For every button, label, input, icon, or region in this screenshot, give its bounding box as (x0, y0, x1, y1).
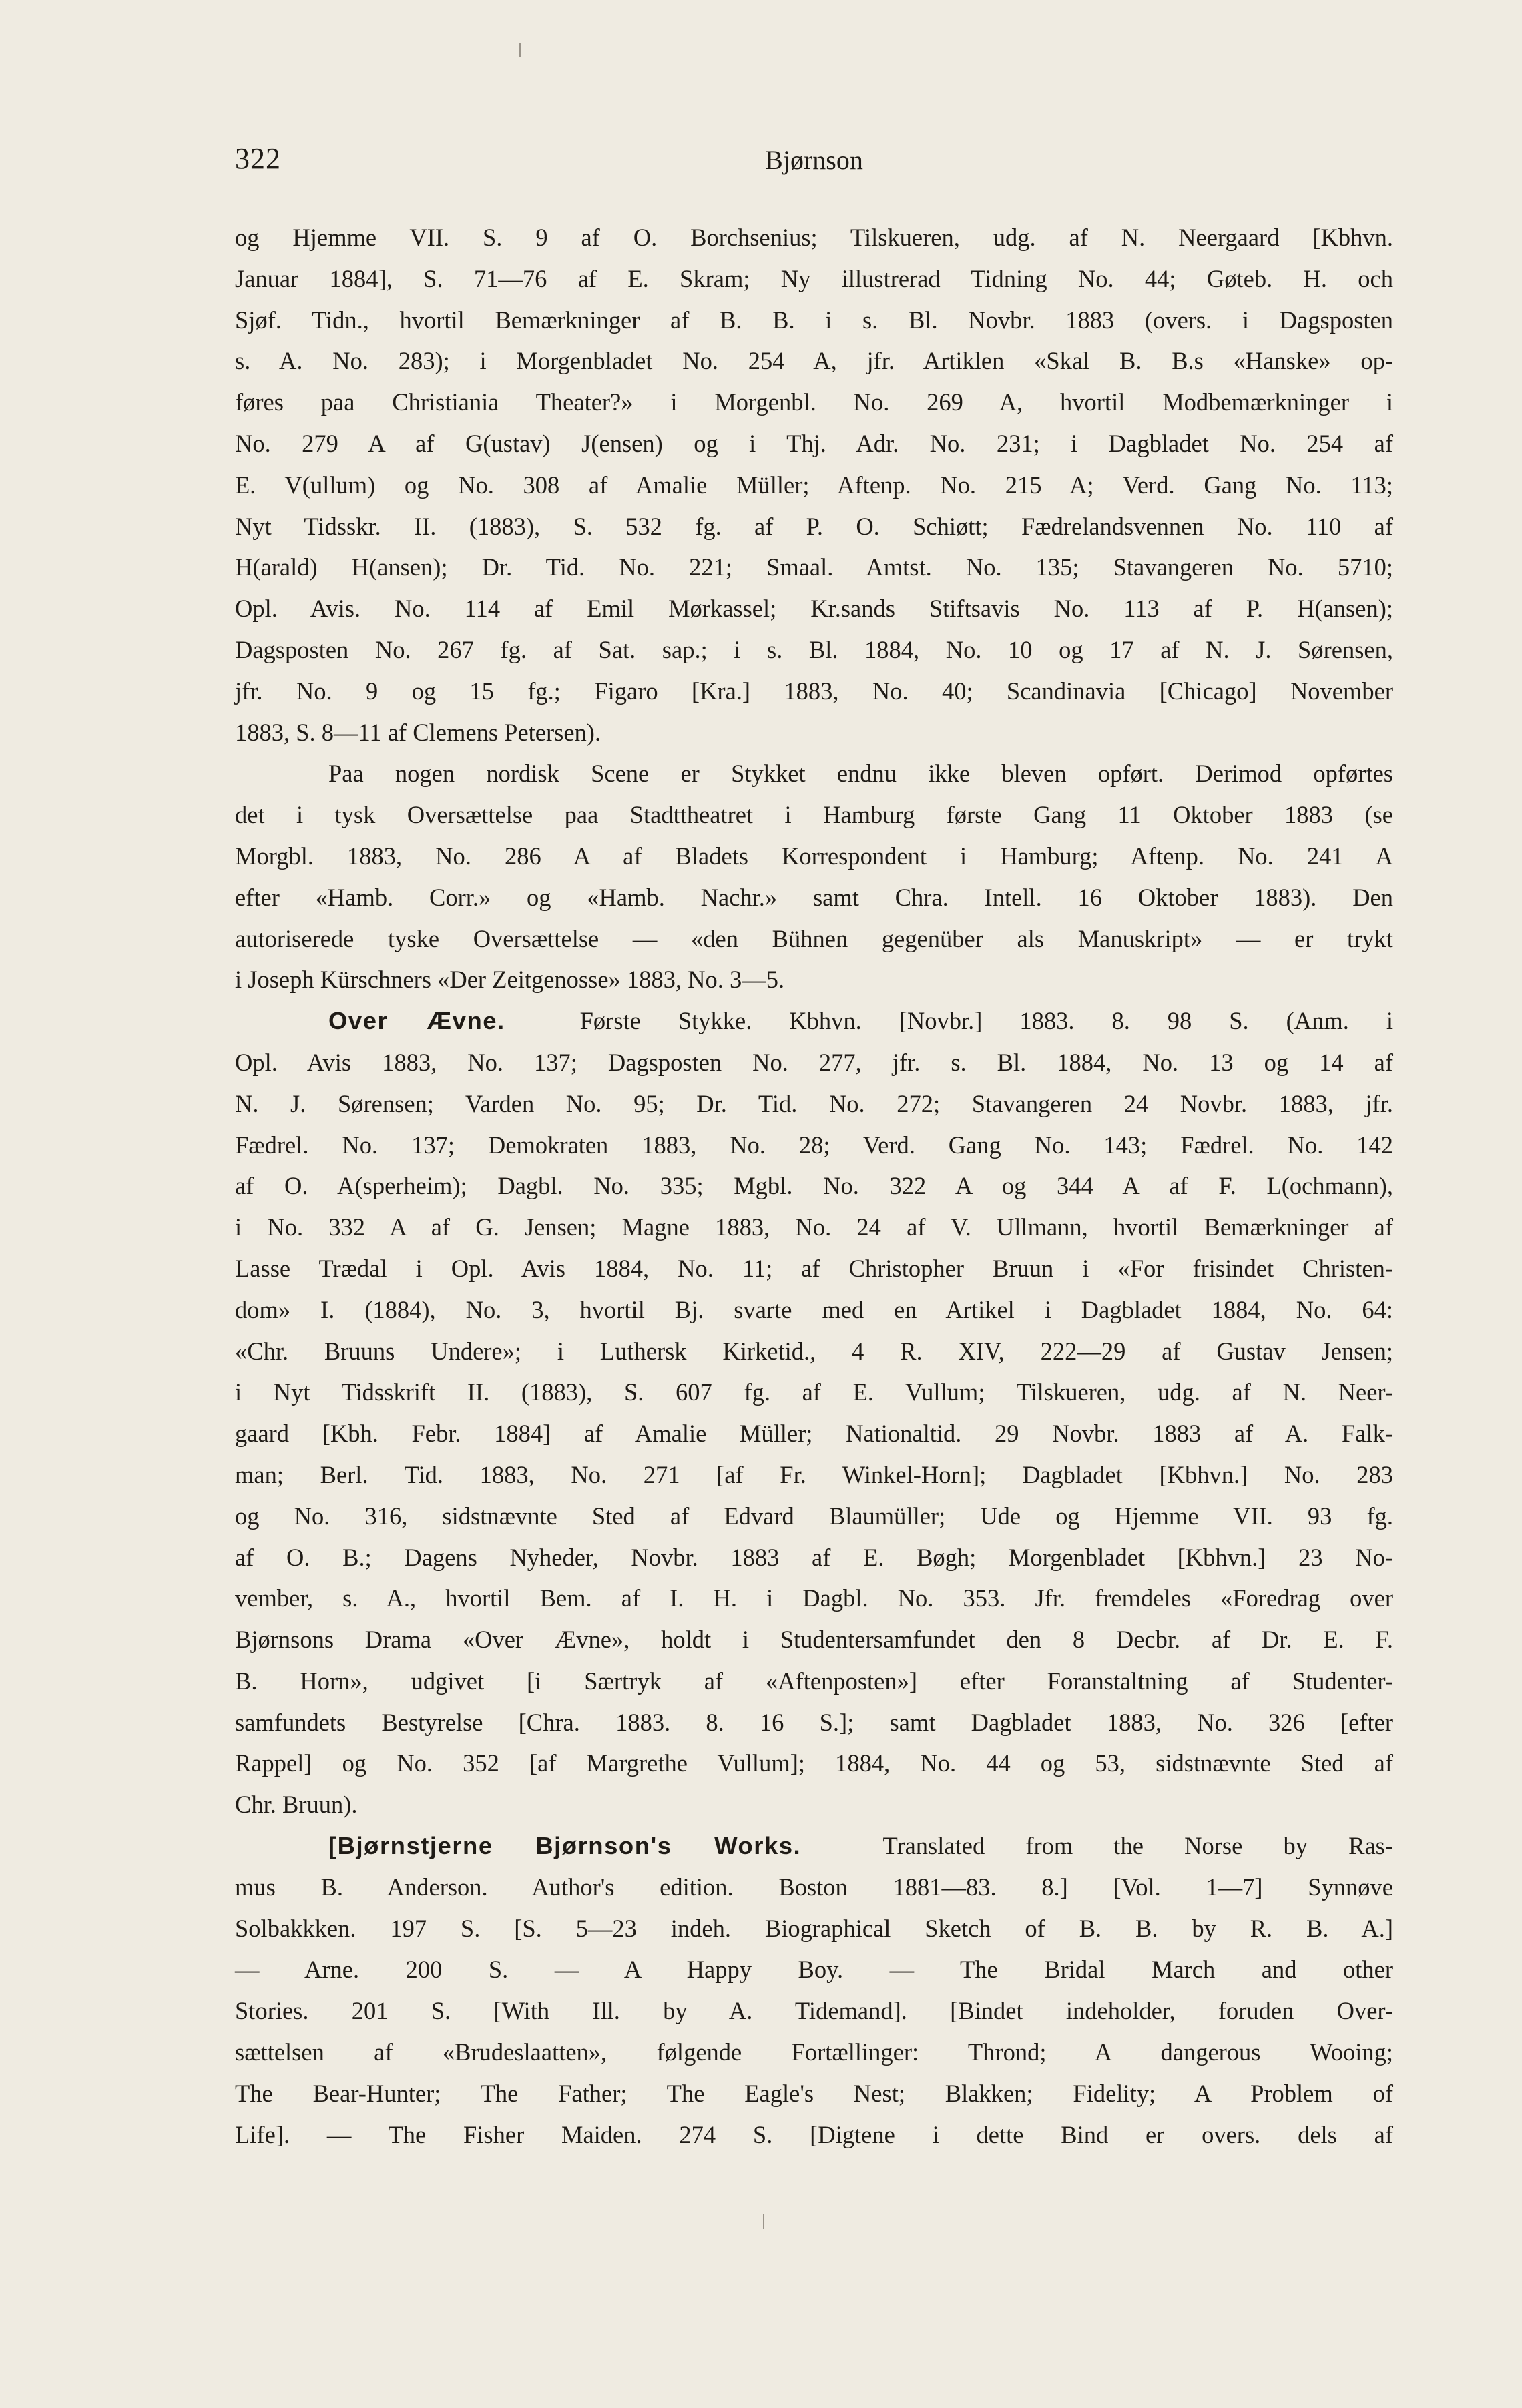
running-title: Bjørnson (765, 145, 863, 175)
text-line: B. Horn», udgivet [i Særtryk af «Aftenposten»] efter Foranstaltning af Studenter- (235, 1667, 1393, 1695)
text-line: Fædrel. No. 137; Demokraten 1883, No. 28; Verd. Gang No. 143; Fædrel. No. 142 (235, 1131, 1393, 1159)
text-line: autoriserede tyske Oversættelse — «den Bühnen gegenüber als Manuskript» — er trykt (235, 924, 1393, 952)
text-line: det i tysk Oversættelse paa Stadttheatret i Hamburg første Gang 11 Oktober 1883 (se (235, 801, 1393, 829)
text-line: Morgbl. 1883, No. 286 A af Bladets Korrespondent i Hamburg; Aftenp. No. 241 A (235, 842, 1393, 870)
text-line: s. A. No. 283); i Morgenbladet No. 254 A, jfr. Artiklen «Skal B. B.s «Hanske» op- (235, 347, 1393, 375)
text-line: i No. 332 A af G. Jensen; Magne 1883, No. 24 af V. Ullmann, hvortil Bemærkninger af (235, 1213, 1393, 1241)
text-line: Chr. Bruun). (235, 1791, 358, 1819)
text-line: No. 279 A af G(ustav) J(ensen) og i Thj. Adr. No. 231; i Dagbladet No. 254 af (235, 429, 1393, 457)
entry-heading: [Bjørnstjerne Bjørnson's Works. (328, 1832, 802, 1860)
text-line: jfr. No. 9 og 15 fg.; Figaro [Kra.] 1883, No. 40; Scandinavia [Chicago] November (235, 677, 1393, 705)
text-line: — Arne. 200 S. — A Happy Boy. — The Bridal March and other (235, 1955, 1393, 1984)
entry-heading: Over Ævne. (328, 1007, 505, 1035)
text-line: N. J. Sørensen; Varden No. 95; Dr. Tid. No. 272; Stavangeren 24 Novbr. 1883, jfr. (235, 1089, 1393, 1117)
text-line: vember, s. A., hvortil Bem. af I. H. i Dagbl. No. 353. Jfr. fremdeles «Foredrag over (235, 1584, 1393, 1612)
text-line: Nyt Tidsskr. II. (1883), S. 532 fg. af P. O. Schiøtt; Fædrelandsvennen No. 110 af (235, 512, 1393, 540)
text-line: H(arald) H(ansen); Dr. Tid. No. 221; Smaal. Amtst. No. 135; Stavangeren No. 5710; (235, 553, 1393, 581)
text-line: The Bear-Hunter; The Father; The Eagle's Nest; Blakken; Fidelity; A Problem of (235, 2079, 1393, 2107)
text-line: Lasse Trædal i Opl. Avis 1884, No. 11; af Christopher Bruun i «For frisindet Christen- (235, 1254, 1393, 1282)
paragraph-continuation (235, 217, 1393, 753)
scan-mark (763, 2214, 764, 2229)
text-line: Dagsposten No. 267 fg. af Sat. sap.; i s. Bl. 1884, No. 10 og 17 af N. J. Sørensen, (235, 635, 1393, 663)
text-line: efter «Hamb. Corr.» og «Hamb. Nachr.» samt Chra. Intell. 16 Oktober 1883). Den (235, 883, 1393, 911)
text-line: sættelsen af «Brudeslaatten», følgende Fortællinger: Thrond; A dangerous Wooing; (235, 2038, 1393, 2066)
text-line: i Nyt Tidsskrift II. (1883), S. 607 fg. af E. Vullum; Tilskueren, udg. af N. Neer- (235, 1378, 1393, 1406)
text-line: og No. 316, sidstnævnte Sted af Edvard Blaumüller; Ude og Hjemme VII. 93 fg. (235, 1502, 1393, 1530)
text-line: dom» I. (1884), No. 3, hvortil Bj. svarte med en Artikel i Dagbladet 1884, No. 64: (235, 1295, 1393, 1323)
text-line: Life]. — The Fisher Maiden. 274 S. [Digtene i dette Bind er overs. dels af (235, 2120, 1393, 2148)
text-line: Opl. Avis 1883, No. 137; Dagsposten No. 277, jfr. s. Bl. 1884, No. 13 og 14 af (235, 1048, 1393, 1076)
text-line: 1883, S. 8—11 af Clemens Petersen). (235, 718, 601, 746)
text-line: Solbakkken. 197 S. [S. 5—23 indeh. Biographical Sketch of B. B. by R. B. A.] (235, 1914, 1393, 1942)
text-line: Stories. 201 S. [With Ill. by A. Tidemand]. [Bindet indeholder, foruden Over- (235, 1997, 1393, 2025)
entry-over-aevne (235, 1000, 1393, 1825)
text-line (235, 1825, 1393, 1867)
text-line: mus B. Anderson. Author's edition. Boston 1881—83. 8.] [Vol. 1—7] Synnøve (235, 1873, 1393, 1901)
text-line: man; Berl. Tid. 1883, No. 271 [af Fr. Winkel-Horn]; Dagbladet [Kbhvn.] No. 283 (235, 1460, 1393, 1488)
text-line: gaard [Kbh. Febr. 1884] af Amalie Müller; Nationaltid. 29 Novbr. 1883 af A. Falk- (235, 1420, 1393, 1448)
page-header (235, 141, 1393, 182)
text-line: Paa nogen nordisk Scene er Stykket endnu ikke bleven opført. Derimod opførtes (328, 760, 1393, 788)
paragraph-staging (235, 753, 1393, 1000)
text-line: samfundets Bestyrelse [Chra. 1883. 8. 16 S.]; samt Dagbladet 1883, No. 326 [efter (235, 1708, 1393, 1736)
page-number: 322 (235, 142, 281, 175)
text-line: af O. B.; Dagens Nyheder, Novbr. 1883 af E. Bøgh; Morgenbladet [Kbhvn.] 23 No- (235, 1543, 1393, 1571)
text-line-tail: Første Stykke. Kbhvn. [Novbr.] 1883. 8. 98 S. (Anm. i (579, 1007, 1394, 1035)
text-line (235, 1000, 1393, 1042)
text-line: E. V(ullum) og No. 308 af Amalie Müller; Aftenp. No. 215 A; Verd. Gang No. 113; (235, 471, 1393, 499)
text-line: Sjøf. Tidn., hvortil Bemærkninger af B. B. i s. Bl. Novbr. 1883 (overs. i Dagsposten (235, 306, 1393, 334)
entry-works (235, 1825, 1393, 2155)
text-line: føres paa Christiania Theater?» i Morgenbl. No. 269 A, hvortil Modbemærkninger i (235, 388, 1393, 416)
text-line: af O. A(sperheim); Dagbl. No. 335; Mgbl. No. 322 A og 344 A af F. L(ochmann), (235, 1172, 1393, 1200)
text-line: i Joseph Kürschners «Der Zeitgenosse» 1883, No. 3—5. (235, 966, 785, 994)
body-text (235, 217, 1393, 2155)
text-line: Opl. Avis. No. 114 af Emil Mørkassel; Kr.sands Stiftsavis No. 113 af P. H(ansen); (235, 595, 1393, 623)
text-line: Bjørnsons Drama «Over Ævne», holdt i Studentersamfundet den 8 Decbr. af Dr. E. F. (235, 1626, 1393, 1654)
text-line: og Hjemme VII. S. 9 af O. Borchsenius; Tilskueren, udg. af N. Neergaard [Kbhvn. (235, 224, 1393, 251)
text-line: «Chr. Bruuns Undere»; i Luthersk Kirketid., 4 R. XIV, 222—29 af Gustav Jensen; (235, 1337, 1393, 1365)
scan-mark (519, 43, 521, 57)
text-line: Januar 1884], S. 71—76 af E. Skram; Ny illustrerad Tidning No. 44; Gøteb. H. och (235, 264, 1393, 292)
text-line-tail: Translated from the Norse by Ras- (882, 1832, 1394, 1860)
text-line: Rappel] og No. 352 [af Margrethe Vullum]; 1884, No. 44 og 53, sidstnævnte Sted af (235, 1749, 1393, 1777)
